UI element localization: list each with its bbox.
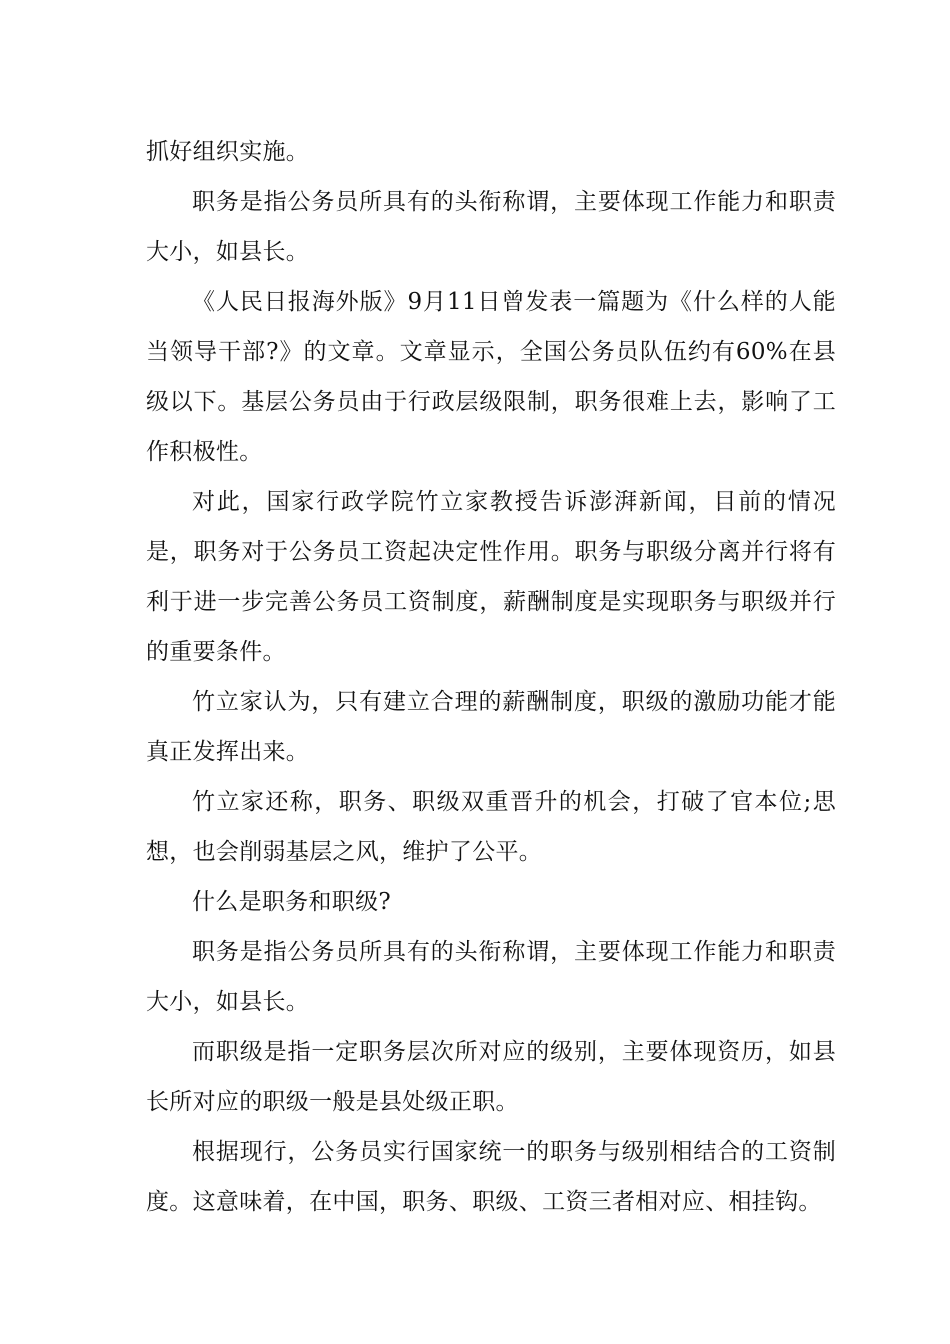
paragraph-current-system: 根据现行，公务员实行国家统一的职务与级别相结合的工资制度。这意味着，在中国，职务、职级、工资三者相对应、相挂钩。 [146, 1139, 836, 1215]
paragraph-professor-comment: 对此，国家行政学院竹立家教授告诉澎湃新闻，目前的情况是，职务对于公务员工资起决定性作用。职务与职级分离并行将有利于进一步完善公务员工资制度，薪酬制度是实现职务与职级并行的重要条件。 [146, 489, 836, 665]
paragraph-rank-definition: 而职级是指一定职务层次所对应的级别，主要体现资历，如县长所对应的职级一般是县处级正职。 [146, 1039, 836, 1115]
paragraph-position-definition-repeat: 职务是指公务员所具有的头衔称谓，主要体现工作能力和职责大小，如县长。 [146, 939, 836, 1015]
document-body [146, 127, 836, 1227]
paragraph-salary-system: 竹立家认为，只有建立合理的薪酬制度，职级的激励功能才能真正发挥出来。 [146, 689, 836, 765]
paragraph-question-heading: 什么是职务和职级? [192, 889, 392, 915]
paragraph-peoples-daily: 《人民日报海外版》9月11日曾发表一篇题为《什么样的人能当领导干部?》的文章。文章显示，全国公务员队伍约有60%在县级以下。基层公务员由于行政层级限制，职务很难上去，影响了工作积极性。 [146, 289, 836, 465]
paragraph-continuation: 抓好组织实施。 [146, 139, 310, 165]
paragraph-position-definition: 职务是指公务员所具有的头衔称谓，主要体现工作能力和职责大小，如县长。 [146, 189, 836, 265]
paragraph-dual-promotion: 竹立家还称，职务、职级双重晋升的机会，打破了官本位;思想，也会削弱基层之风，维护了公平。 [146, 789, 836, 865]
